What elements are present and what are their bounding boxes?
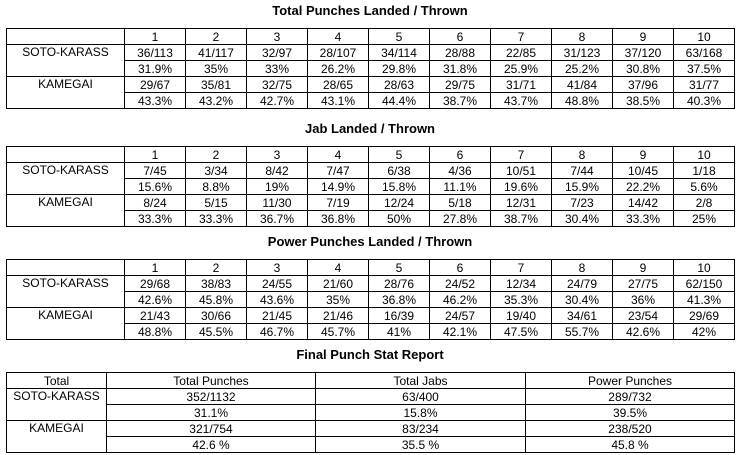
round-header: 8 [552,260,613,276]
percentage-cell: 26.2% [308,61,369,77]
percentage-cell: 42.6% [613,324,674,340]
table-row [7,77,735,93]
landed-thrown-cell: 8/24 [125,195,186,211]
total-cell: 289/732 [526,389,735,405]
round-header: 9 [613,260,674,276]
landed-thrown-cell: 34/114 [369,45,430,61]
percentage-cell: 8.8% [186,179,247,195]
percentage-cell: 42.7% [247,93,308,109]
total-cell: 63/400 [316,389,526,405]
landed-thrown-cell: 14/42 [613,195,674,211]
percentage-cell: 25% [674,211,735,227]
percentage-cell: 47.5% [491,324,552,340]
landed-thrown-cell: 24/52 [430,276,491,292]
landed-thrown-cell: 31/123 [552,45,613,61]
section-title-jab: Jab Landed / Thrown [304,121,435,136]
fighter-name: SOTO-KARASS [7,163,125,195]
percentage-cell: 36.8% [308,211,369,227]
landed-thrown-cell: 21/60 [308,276,369,292]
landed-thrown-cell: 12/34 [491,276,552,292]
percentage-cell: 31.1% [107,405,316,421]
landed-thrown-cell: 4/36 [430,163,491,179]
round-header: 9 [613,29,674,45]
landed-thrown-cell: 5/18 [430,195,491,211]
fighter-name: KAMEGAI [7,77,125,109]
final-report-table [6,372,735,453]
landed-thrown-cell: 36/113 [125,45,186,61]
jab-table [6,146,735,227]
landed-thrown-cell: 12/24 [369,195,430,211]
total-punches-table [6,28,735,109]
total-cell: 352/1132 [107,389,316,405]
landed-thrown-cell: 22/85 [491,45,552,61]
percentage-cell: 15.8% [369,179,430,195]
total-cell: 238/520 [526,421,735,437]
percentage-cell: 38.7% [491,211,552,227]
round-header: 5 [369,260,430,276]
percentage-cell: 35% [308,292,369,308]
landed-thrown-cell: 16/39 [369,308,430,324]
round-header: 1 [125,147,186,163]
landed-thrown-cell: 24/55 [247,276,308,292]
landed-thrown-cell: 21/45 [247,308,308,324]
landed-thrown-cell: 11/30 [247,195,308,211]
landed-thrown-cell: 24/57 [430,308,491,324]
header-blank-cell [7,147,125,163]
percentage-cell: 45.5% [186,324,247,340]
percentage-cell: 36% [613,292,674,308]
landed-thrown-cell: 37/96 [613,77,674,93]
landed-thrown-cell: 21/46 [308,308,369,324]
round-header-row [7,260,735,276]
round-header: 10 [674,147,735,163]
power-punches-table [6,259,735,340]
landed-thrown-cell: 31/71 [491,77,552,93]
landed-thrown-cell: 7/44 [552,163,613,179]
percentage-cell: 42.6 % [107,437,316,453]
landed-thrown-cell: 29/69 [674,308,735,324]
final-header: Total Jabs [316,373,526,389]
landed-thrown-cell: 7/19 [308,195,369,211]
percentage-cell: 40.3% [674,93,735,109]
percentage-cell: 5.6% [674,179,735,195]
percentage-cell: 38.5% [613,93,674,109]
percentage-cell: 43.2% [186,93,247,109]
percentage-cell: 48.8% [552,93,613,109]
final-header: Total [7,373,107,389]
round-header: 4 [308,147,369,163]
percentage-cell: 19.6% [491,179,552,195]
landed-thrown-cell: 1/18 [674,163,735,179]
percentage-cell: 48.8% [125,324,186,340]
percentage-cell: 25.9% [491,61,552,77]
landed-thrown-cell: 21/43 [125,308,186,324]
percentage-cell: 33.3% [613,211,674,227]
fighter-name: KAMEGAI [7,421,107,453]
landed-thrown-cell: 27/75 [613,276,674,292]
landed-thrown-cell: 35/81 [186,77,247,93]
percentage-cell: 35% [186,61,247,77]
landed-thrown-cell: 34/61 [552,308,613,324]
section-title-final-report: Final Punch Stat Report [296,347,444,362]
landed-thrown-cell: 41/84 [552,77,613,93]
landed-thrown-cell: 30/66 [186,308,247,324]
fighter-name: KAMEGAI [7,308,125,340]
percentage-cell: 43.3% [125,93,186,109]
landed-thrown-cell: 28/63 [369,77,430,93]
fighter-name: SOTO-KARASS [7,276,125,308]
percentage-cell: 33% [247,61,308,77]
round-header: 1 [125,260,186,276]
landed-thrown-cell: 62/150 [674,276,735,292]
percentage-cell: 27.8% [430,211,491,227]
final-header: Total Punches [107,373,316,389]
percentage-cell: 41% [369,324,430,340]
percentage-cell: 42.1% [430,324,491,340]
round-header: 7 [491,260,552,276]
round-header: 3 [247,29,308,45]
total-cell: 83/234 [316,421,526,437]
percentage-cell: 42.6% [125,292,186,308]
percentage-cell: 14.9% [308,179,369,195]
round-header: 6 [430,147,491,163]
landed-thrown-cell: 7/23 [552,195,613,211]
round-header: 7 [491,29,552,45]
final-header-row [7,373,735,389]
landed-thrown-cell: 28/88 [430,45,491,61]
percentage-cell: 36.8% [369,292,430,308]
round-header-row [7,29,735,45]
fighter-name: SOTO-KARASS [7,389,107,421]
landed-thrown-cell: 32/75 [247,77,308,93]
landed-thrown-cell: 29/67 [125,77,186,93]
round-header: 10 [674,260,735,276]
table-row [7,421,735,437]
table-row [7,195,735,211]
round-header: 5 [369,147,430,163]
landed-thrown-cell: 2/8 [674,195,735,211]
landed-thrown-cell: 3/34 [186,163,247,179]
landed-thrown-cell: 41/117 [186,45,247,61]
landed-thrown-cell: 8/42 [247,163,308,179]
header-blank-cell [7,260,125,276]
percentage-cell: 15.8% [316,405,526,421]
percentage-cell: 11.1% [430,179,491,195]
landed-thrown-cell: 38/83 [186,276,247,292]
percentage-cell: 25.2% [552,61,613,77]
percentage-cell: 43.6% [247,292,308,308]
percentage-cell: 35.5 % [316,437,526,453]
table-row [7,308,735,324]
round-header: 6 [430,260,491,276]
round-header: 10 [674,29,735,45]
landed-thrown-cell: 24/79 [552,276,613,292]
landed-thrown-cell: 28/76 [369,276,430,292]
percentage-cell: 30.4% [552,211,613,227]
percentage-cell: 45.8% [186,292,247,308]
total-cell: 321/754 [107,421,316,437]
percentage-cell: 44.4% [369,93,430,109]
percentage-cell: 45.8 % [526,437,735,453]
percentage-cell: 46.7% [247,324,308,340]
round-header: 3 [247,260,308,276]
landed-thrown-cell: 28/65 [308,77,369,93]
percentage-cell: 46.2% [430,292,491,308]
landed-thrown-cell: 10/51 [491,163,552,179]
landed-thrown-cell: 28/107 [308,45,369,61]
percentage-cell: 15.9% [552,179,613,195]
landed-thrown-cell: 63/168 [674,45,735,61]
percentage-cell: 38.7% [430,93,491,109]
percentage-cell: 30.8% [613,61,674,77]
percentage-cell: 19% [247,179,308,195]
percentage-cell: 33.3% [186,211,247,227]
round-header: 4 [308,260,369,276]
percentage-cell: 15.6% [125,179,186,195]
landed-thrown-cell: 31/77 [674,77,735,93]
round-header: 2 [186,260,247,276]
landed-thrown-cell: 37/120 [613,45,674,61]
percentage-cell: 43.7% [491,93,552,109]
landed-thrown-cell: 23/54 [613,308,674,324]
landed-thrown-cell: 6/38 [369,163,430,179]
percentage-cell: 35.3% [491,292,552,308]
percentage-cell: 31.9% [125,61,186,77]
table-row [7,45,735,61]
round-header: 7 [491,147,552,163]
landed-thrown-cell: 10/45 [613,163,674,179]
percentage-cell: 37.5% [674,61,735,77]
round-header: 2 [186,29,247,45]
section-title-total-punches: Total Punches Landed / Thrown [272,3,468,18]
table-row [7,276,735,292]
landed-thrown-cell: 29/68 [125,276,186,292]
landed-thrown-cell: 19/40 [491,308,552,324]
percentage-cell: 36.7% [247,211,308,227]
table-row [7,405,735,421]
round-header: 9 [613,147,674,163]
table-row [7,389,735,405]
round-header: 4 [308,29,369,45]
round-header: 2 [186,147,247,163]
round-header: 5 [369,29,430,45]
header-blank-cell [7,29,125,45]
percentage-cell: 33.3% [125,211,186,227]
percentage-cell: 42% [674,324,735,340]
landed-thrown-cell: 12/31 [491,195,552,211]
round-header: 8 [552,147,613,163]
percentage-cell: 39.5% [526,405,735,421]
round-header-row [7,147,735,163]
fighter-name: KAMEGAI [7,195,125,227]
round-header: 8 [552,29,613,45]
round-header: 3 [247,147,308,163]
landed-thrown-cell: 29/75 [430,77,491,93]
table-row [7,163,735,179]
round-header: 6 [430,29,491,45]
percentage-cell: 41.3% [674,292,735,308]
section-title-power-punches: Power Punches Landed / Thrown [267,234,473,249]
percentage-cell: 50% [369,211,430,227]
percentage-cell: 45.7% [308,324,369,340]
landed-thrown-cell: 7/45 [125,163,186,179]
percentage-cell: 29.8% [369,61,430,77]
landed-thrown-cell: 32/97 [247,45,308,61]
percentage-cell: 30.4% [552,292,613,308]
landed-thrown-cell: 5/15 [186,195,247,211]
final-header: Power Punches [526,373,735,389]
percentage-cell: 43.1% [308,93,369,109]
round-header: 1 [125,29,186,45]
percentage-cell: 31.8% [430,61,491,77]
percentage-cell: 55.7% [552,324,613,340]
fighter-name: SOTO-KARASS [7,45,125,77]
table-row [7,437,735,453]
landed-thrown-cell: 7/47 [308,163,369,179]
percentage-cell: 22.2% [613,179,674,195]
